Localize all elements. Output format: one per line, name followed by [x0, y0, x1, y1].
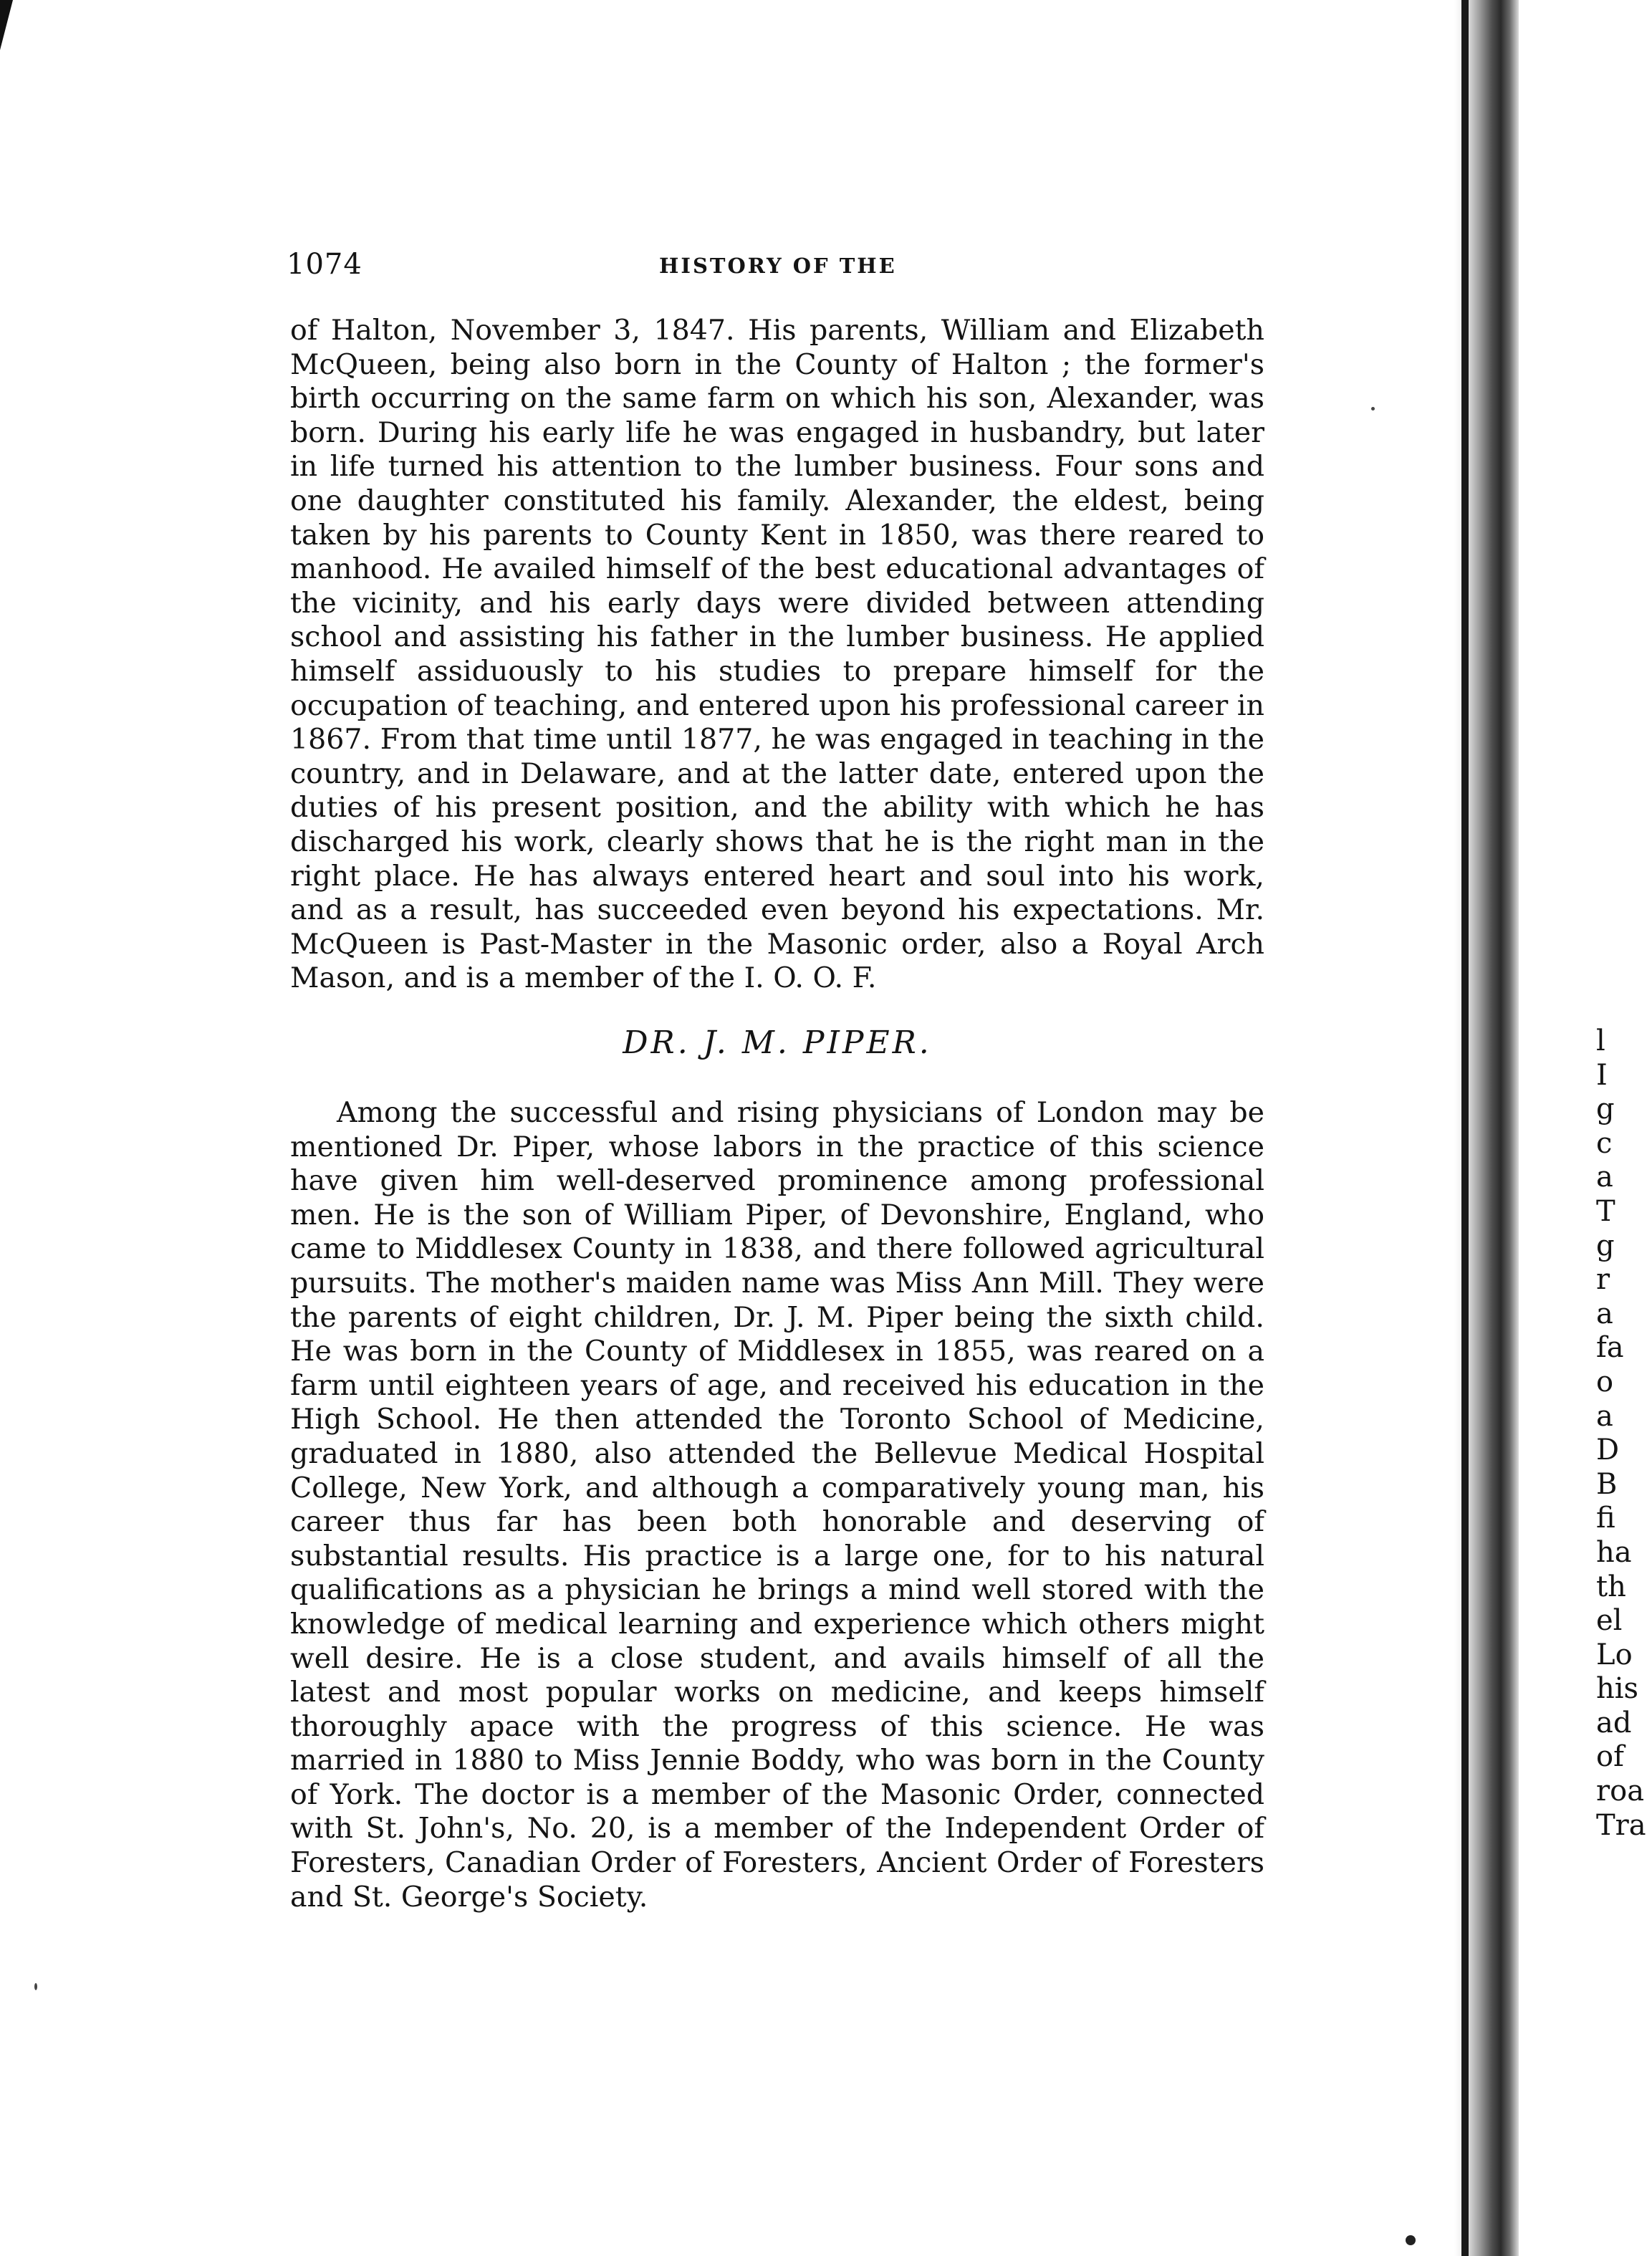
scan-corner-mark: [0, 0, 13, 50]
facing-page-fragment: a: [1596, 1161, 1613, 1194]
facing-page-fragment: g: [1596, 1229, 1615, 1262]
paragraph-mcqueen-bio: of Halton, November 3, 1847. His parents, William and Elizabeth McQueen, being also born in the County of Halton ; the former's birth occurring on the same farm on which his son, Alexander, was born. During his early life he was engaged in husbandry, but later in life turned his attention to the lumber business. Four sons and one daughter constituted his family. Alexander, the eldest, being taken by his parents to County Kent in 1850, was there reared to manhood. He availed himself of the best educational advantages of the vicinity, and his early days were divided between attending school and assisting his father in the lumber business. He applied himself assiduously to his studies to prepare himself for the occupation of teaching, and entered upon his professional career in 1867. From that time until 1877, he was engaged in teaching in the country, and in Delaware, and at the latter date, entered upon the duties of his present position, and the ability with which he has discharged his work, clearly shows that he is the right man in the right place. He has always entered heart and soul into his work, and as a result, has succeeded even beyond his expectations. Mr. McQueen is Past-Master in the Masonic order, also a Royal Arch Mason, and is a member of the I. O. O. F.: [290, 314, 1264, 995]
facing-page-fragment: c: [1596, 1126, 1613, 1160]
facing-page-fragment: el: [1596, 1604, 1623, 1638]
facing-page-fragment: fa: [1596, 1331, 1624, 1365]
facing-page-fragment: his: [1596, 1672, 1639, 1706]
facing-page-fragment: I: [1596, 1058, 1608, 1092]
facing-page-fragment: fi: [1596, 1502, 1615, 1535]
facing-page-fragment: T: [1596, 1194, 1615, 1228]
facing-page-fragment: Lo: [1596, 1638, 1633, 1671]
facing-page-fragment: a: [1596, 1297, 1613, 1330]
facing-page-fragment: Tra: [1596, 1808, 1646, 1842]
facing-page-fragment: a: [1596, 1399, 1613, 1433]
facing-page-fragment: ha: [1596, 1535, 1632, 1569]
scan-speck: [34, 1983, 37, 1990]
facing-page-fragment: B: [1596, 1467, 1618, 1501]
facing-page-fragment: roa: [1596, 1775, 1645, 1808]
facing-page-fragment: ad: [1596, 1706, 1632, 1739]
facing-page-fragment: g: [1596, 1093, 1615, 1126]
facing-page-fragment: th: [1596, 1570, 1626, 1603]
scan-speck: [1406, 2235, 1416, 2245]
page-edge-line: [1461, 0, 1469, 2256]
facing-page-fragment: l: [1596, 1024, 1605, 1057]
scan-speck: [1371, 407, 1375, 411]
facing-page-fragment: o: [1596, 1365, 1614, 1398]
page-header: [287, 248, 1268, 284]
facing-page-fragments: [1596, 1024, 1652, 1843]
page-number: 1074: [287, 248, 362, 281]
facing-page-fragment: of: [1596, 1740, 1624, 1774]
section-title-piper: DR. J. M. PIPER.: [623, 1024, 932, 1061]
facing-page-fragment: r: [1596, 1263, 1610, 1297]
paragraph-piper-bio: Among the successful and rising physicians of London may be mentioned Dr. Piper, whose labors in the practice of this science have given him well-deserved prominence among professional men. He is the son of William Piper, of Devonshire, England, who came to Middlesex County in 1838, and there followed agricultural pursuits. The mother's maiden name was Miss Ann Mill. They were the parents of eight children, Dr. J. M. Piper being the sixth child. He was born in the County of Middlesex in 1855, was reared on a farm until eighteen years of age, and received his education in the High School. He then attended the Toronto School of Medicine, graduated in 1880, also attended the Bellevue Medical Hospital College, New York, and although a comparatively young man, his career thus far has been both honorable and deserving of substantial results. His practice is a large one, for to his natural qualifications as a physician he brings a mind well stored with the knowledge of medical learning and experience which others might well desire. He is a close student, and avails himself of all the latest and most popular works on medicine, and keeps himself thoroughly apace with the progress of this science. He was married in 1880 to Miss Jennie Boddy, who was born in the County of York. The doctor is a member of the Masonic Order, connected with St. John's, No. 20, is a member of the Independent Order of Foresters, Canadian Order of Foresters, Ancient Order of Foresters and St. George's Society.: [290, 1096, 1264, 1914]
facing-page-fragment: D: [1596, 1434, 1620, 1467]
running-head: HISTORY OF THE: [659, 254, 897, 278]
